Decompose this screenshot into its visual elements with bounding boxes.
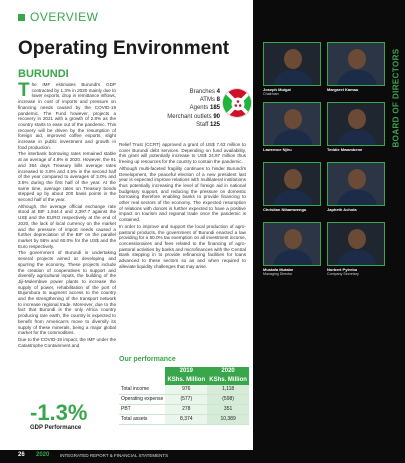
year-header: 2019 <box>165 367 207 376</box>
burundi-flag-icon <box>222 88 252 118</box>
page-title: Operating Environment <box>18 38 230 59</box>
report-year-logo: 2020 <box>36 452 50 458</box>
director-photo <box>263 42 321 86</box>
unit-header: KShs. Million <box>165 376 207 385</box>
director-photo <box>327 222 385 266</box>
year-header: 2020 <box>207 367 249 376</box>
board-title: BOARD OF DIRECTORS <box>391 48 401 148</box>
director-name: Joseph Muigai <box>263 87 291 92</box>
gdp-value: -1.3% <box>30 400 88 425</box>
page-number: 26 <box>18 452 25 458</box>
paragraph: Relief Trust (CCRT) approved a grant of US$ 7.63 million to cover Burundi debt services. Depending on fund availability, this grant will potentially increase to US$ 24.97 million thus freeing up resources for the country to contain the pandemic. <box>119 142 246 165</box>
director-card <box>263 162 321 212</box>
table-row: Total income 976 1,118 <box>119 385 249 395</box>
director-card <box>327 222 385 277</box>
paragraph: Due to the COVID-19 impact, the IMF under the Catastrophe Containment and <box>18 336 116 348</box>
director-name: Christian Nibamwengu <box>263 207 307 212</box>
director-photo <box>327 42 385 86</box>
stat-agents: Agents 185 <box>189 105 220 112</box>
page-footer <box>0 450 405 463</box>
director-role: Managing Director <box>263 272 293 276</box>
stat-staff: Staff 125 <box>196 121 220 128</box>
paragraph: Although multi-faceted fragility continues to hinder Burundi's Development, the peaceful election of a new president last year is expected improve relations with multilateral institutions thus potentially increasing the level of foreign aid in national budgetary support, and reducing the pressure on domestic borrowing therefore enabling banks to provide financing to other real sectors of the economy. The expected resumption of relations with donors is further expected to have a positive impact on tourism and regional trade once the pandemic is contained. <box>119 165 246 223</box>
gdp-label: GDP Performance <box>30 425 82 431</box>
country-heading: BURUNDI <box>18 68 69 80</box>
table-subheader-row <box>119 376 249 385</box>
director-photo <box>263 162 321 206</box>
table-row: Operating expense (577) (598) <box>119 395 249 405</box>
director-card <box>327 162 385 212</box>
section-label-text: OVERVIEW <box>30 10 99 24</box>
paragraph <box>18 82 116 150</box>
paragraph: In order to improve and support the local production of agro-pastoral products, the government of Burundi enacted a law providing for a 50.0% tax exemption on all investment income, concessionaires and fees related to the financing of agro-pastoral activities by banks and microfinances with the Central Bank stepping in to provide refinancing facilities for loans advanced to these sectors so as and when required to alleviate liquidity challenges that may arise. <box>119 223 246 269</box>
director-name: Lawrence Njiru <box>263 147 292 152</box>
unit-header: KShs. Million <box>207 376 249 385</box>
performance-title: Our performance <box>119 356 176 363</box>
director-card <box>327 102 385 152</box>
director-name: Teddie Mwambene <box>327 147 363 152</box>
director-card <box>327 42 385 92</box>
board-of-directors-panel <box>253 0 405 450</box>
director-card <box>263 42 321 97</box>
director-photo <box>263 222 321 266</box>
director-card <box>263 102 321 152</box>
stat-atms: ATMs 8 <box>199 97 220 104</box>
director-role: Company Secretary <box>327 272 359 276</box>
text-column-2 <box>119 142 246 270</box>
director-name: Japheth Achola <box>327 207 357 212</box>
performance-table <box>119 367 249 425</box>
director-name: Norbert Pyirebo <box>327 267 358 272</box>
text-column-1 <box>18 82 116 349</box>
paragraph: Although, the average official exchange rate stood at BIF 1,944.4 and 2,397.7 against the US$ and the EURO respectively at the end of 2020, the lack of local currency on the market and the pressure of import needs caused a further depreciation of the BIF on the parallel market by 58% and 60.0% for the US$ and the Euro respectively. <box>18 203 116 249</box>
paragraph-text: he IMF estimates Burundi's GDP contracted by 1.3% in 2020 mainly due to lower exports, drop in remittance inflows, increase in cost of imports and pressure on financing needs caused by the COVID-19 pandemic. The Fund however, projects a recovery in 2021 with a growth of 2.8% as the country starts to ease out of the pandemic. This recovery will be driven by the resumption of foreign aid, improved coffee exports, slight increase in public investment and growth in food production. <box>18 82 116 150</box>
report-name: INTEGRATED REPORT & FINANCIAL STATEMENTS <box>60 453 169 458</box>
director-card <box>263 222 321 277</box>
stat-branches: Branches 4 <box>189 89 220 95</box>
director-name: Mustafa Mutabe <box>263 267 294 272</box>
table-header-row <box>119 367 249 376</box>
director-name: Margaret Kamau <box>327 87 359 92</box>
director-photo <box>263 102 321 146</box>
section-label <box>18 10 98 24</box>
paragraph: The government of Burundi is undertaking several projects aimed at developing and spurring the economy. These projects include the creation of cooperatives to support and diversify agricultural inputs, the building of the Jiji-Mulembwe power plants to increase the supply of power, rehabilitation of the port of Bujumbura to augment access to the country and the strengthening of the transport network to increase regional trade. Moreover, due to the fact that Burundi is the only Africa country producing rare earth, the country is expected to benefit from American's move to diversify its supply of these minerals, being a major global market for the commodities. <box>18 250 116 336</box>
director-role: Chairman <box>263 92 279 96</box>
director-photo <box>327 102 385 146</box>
dropcap: T <box>18 80 30 101</box>
section-marker <box>18 14 25 21</box>
paragraph: The interbank borrowing rates remained stable at an average of 4.8% in 2020. However, the 91 and 364 days Treasury bills average rates increased to 3.8% and 4.5% in the second half of the year compared to averages of 3.0% and 3.5% during the first half of the year. At the same time, average rates on Treasury bonds stepped up by about 200 basis points in the second half of the year. <box>18 151 116 203</box>
stat-merchant-outlets: Merchant outlets 90 <box>167 113 220 120</box>
director-photo <box>327 162 385 206</box>
table-row: PBT 278 351 <box>119 405 249 415</box>
table-row: Total assets 8,374 10,389 <box>119 415 249 425</box>
country-stats <box>138 88 220 129</box>
